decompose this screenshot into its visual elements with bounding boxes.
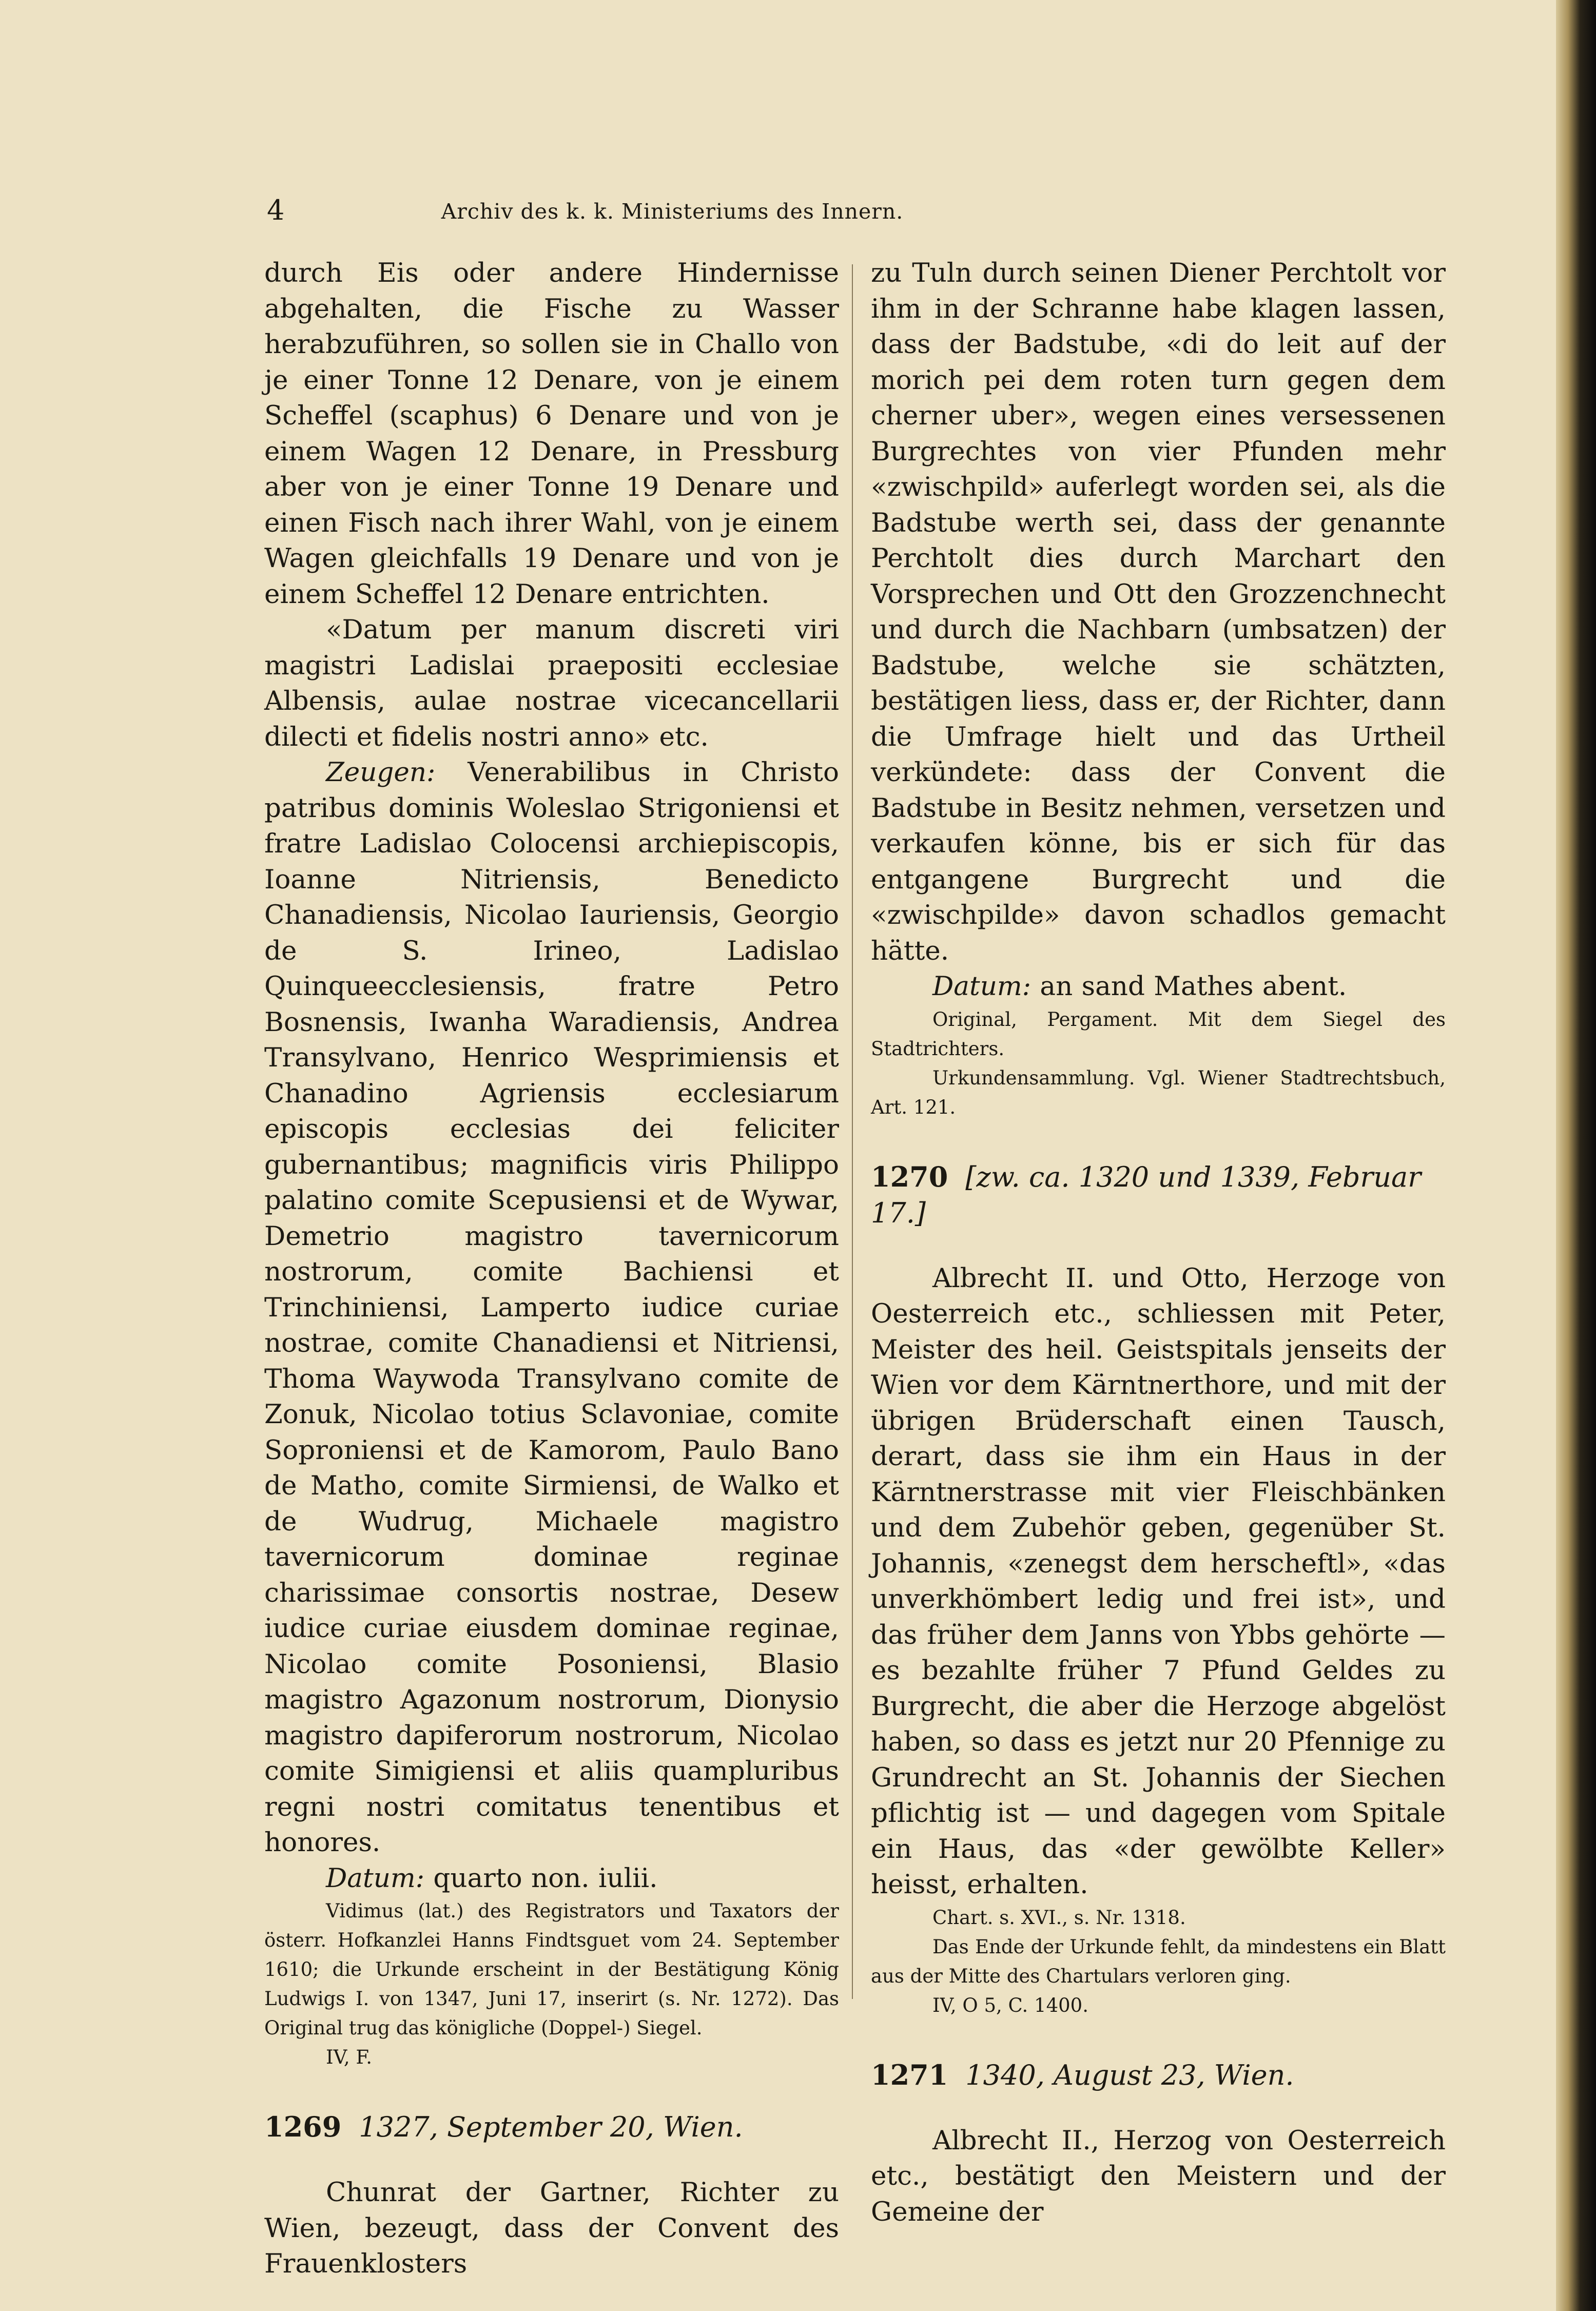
entry-heading-1269 [264,2109,839,2145]
source-note: Urkundensammlung. Vgl. Wiener Stadtrechtsbuch, Art. 121. [871,1066,1446,1118]
right-column [871,256,1446,2230]
datum-line [871,969,1446,1005]
witnesses-label: Zeugen: [326,757,436,788]
datum-line [264,1861,839,1897]
signature-note: IV, O 5, C. 1400. [932,1994,1088,2016]
entry-heading-1270 [871,1159,1446,1231]
entry-date: [zw. ca. 1320 und 1339, Februar 17.] [871,1160,1422,1229]
book-edge [1556,0,1596,2311]
running-title: Archiv des k. k. Ministeriums des Innern. [441,199,904,224]
page-number: 4 [267,194,285,226]
entry-text: Albrecht II. und Otto, Herzoge von Oesterreich etc., schliessen mit Peter, Meister des heil. Geistspitals jenseits der Wien vor dem Kärntnerthore, und mit der übrigen Brüderschaft einen Tausch, derart, dass sie ihm ein Haus in der Kärntnerstrasse mit vier Fleischbänken und dem Zubehör geben, gegenüber St. Johannis, «zenegst dem herscheftl», «das unverkhömbert ledig und frei ist», und das früher dem Janns von Ybbs gehörte — es bezahlte früher 7 Pfund Geldes zu Burgrecht, die aber die Herzoge abgelöst haben, so dass es jetzt nur 20 Pfennige zu Grundrecht an St. Johannis der Siechen pflichtig ist — und dagegen vom Spitale ein Haus, das «der gewölbte Keller» heisst, erhalten. [871,1263,1446,1900]
witnesses-text: Venerabilibus in Christo patribus dominis Woleslao Strigoniensi et fratre Ladislao Colocensi archiepiscopis, Ioanne Nitriensis, Benedicto Chanadiensis, Nicolao Iauriensis, Georgio de S. Irineo, Ladislao Quinqueecclesiensis, fratre Petro Bosnensis, Iwanha Waradiensis, Andrea Transylvano, Henrico Wesprimiensis et Chanadino Agriensis ecclesiarum episcopis ecclesias dei feliciter gubernantibus; magnificis viris Philippo palatino comite Scepusiensi et de Wywar, Demetrio magistro tavernicorum nostrorum, comite Bachiensi et Trinchiniensi, Lamperto iudice curiae nostrae, comite Chanadiensi et Nitriensi, Thoma Waywoda Transylvano comite de Zonuk, Nicolao totius Sclavoniae, comite Soproniensi et de Kamorom, Paulo Bano de Matho, comite Sirmiensi, de Walko et de Wudrug, Michaele magistro tavernicorum dominae reginae charissimae consortis nostrae, Desew iudice curiae eiusdem dominae reginae, Nicolao comite Posoniensi, Blasio magistro Agazonum nostrorum, Dionysio magistro dapiferorum nostrorum, Nicolao comite Simigiensi et aliis quampluribus regni nostri comitatus tenentibus et honores. [264,757,840,1858]
source-note: Original, Pergament. Mit dem Siegel des Stadtrichters. [871,1008,1446,1060]
entry-date: 1340, August 23, Wien. [965,2058,1294,2091]
paragraph: «Datum per manum discreti viri magistri Ladislai praepositi ecclesiae Albensis, aulae nostrae vicecancellarii dilecti et fidelis nostri anno» etc. [264,614,839,752]
left-column [264,256,839,2282]
entry-heading-1271 [871,2057,1446,2093]
datum-label: Datum: [932,971,1031,1002]
source-note: Chart. s. XVI., s. Nr. 1318. [932,1906,1186,1929]
entry-number: 1271 [871,2058,948,2091]
entry-text: Albrecht II., Herzog von Oesterreich etc., bestätigt den Meistern und der Gemeine der [871,2125,1446,2227]
entry-date: 1327, September 20, Wien. [359,2111,743,2143]
source-note: Das Ende der Urkunde fehlt, da mindestens ein Blatt aus der Mitte des Chartulars verloren ging. [871,1935,1446,1987]
signature-note: IV, F. [326,2046,373,2068]
entry-number: 1269 [264,2110,342,2143]
datum-text: quarto non. iulii. [433,1862,658,1894]
paragraph: durch Eis oder andere Hindernisse abgehalten, die Fische zu Wasser herabzuführen, so sollen sie in Challo von je einer Tonne 12 Denare, von je einem Scheffel (scaphus) 6 Denare und von je einem Wagen 12 Denare, in Pressburg aber von je einer Tonne 19 Denare und einen Fisch nach ihrer Wahl, von je einem Wagen gleichfalls 19 Denare und von je einem Scheffel 12 Denare entrichten. [264,258,839,610]
datum-label: Datum: [326,1862,425,1894]
entry-text: Chunrat der Gartner, Richter zu Wien, bezeugt, dass der Convent des Frauenklosters [264,2177,839,2279]
entry-number: 1270 [871,1160,948,1193]
source-note: Vidimus (lat.) des Registrators und Taxators der österr. Hofkanzlei Hanns Findtsguet vom 24. September 1610; die Urkunde erscheint in der Bestätigung König Ludwigs I. von 1347, Juni 17, inserirt (s. Nr. 1272). Das Original trug das königliche (Doppel-) Siegel. [264,1900,839,2039]
datum-text: an sand Mathes abent. [1040,971,1347,1002]
witnesses-paragraph [264,755,839,1861]
paragraph: zu Tuln durch seinen Diener Perchtolt vor ihm in der Schranne habe klagen lassen, dass der Badstube, «di do leit auf der morich pei dem roten turn gegen dem cherner uber», wegen eines versessenen Burgrechtes von vier Pfunden mehr «zwischpild» auferlegt worden sei, als die Badstube werth sei, dass der genannte Perchtolt dies durch Marchart den Vorsprechen und Ott den Grozzenchnecht und durch die Nachbarn (umbsatzen) der Badstube, welche sie schätzten, bestätigen liess, dass er, der Richter, dann die Umfrage hielt und das Urtheil verkündete: dass der Convent die Badstube in Besitz nehmen, versetzen und verkaufen könne, bis er sich für das entgangene Burgrecht und die «zwischpilde» davon schadlos gemacht hätte. [871,258,1446,966]
column-divider [852,264,853,1999]
